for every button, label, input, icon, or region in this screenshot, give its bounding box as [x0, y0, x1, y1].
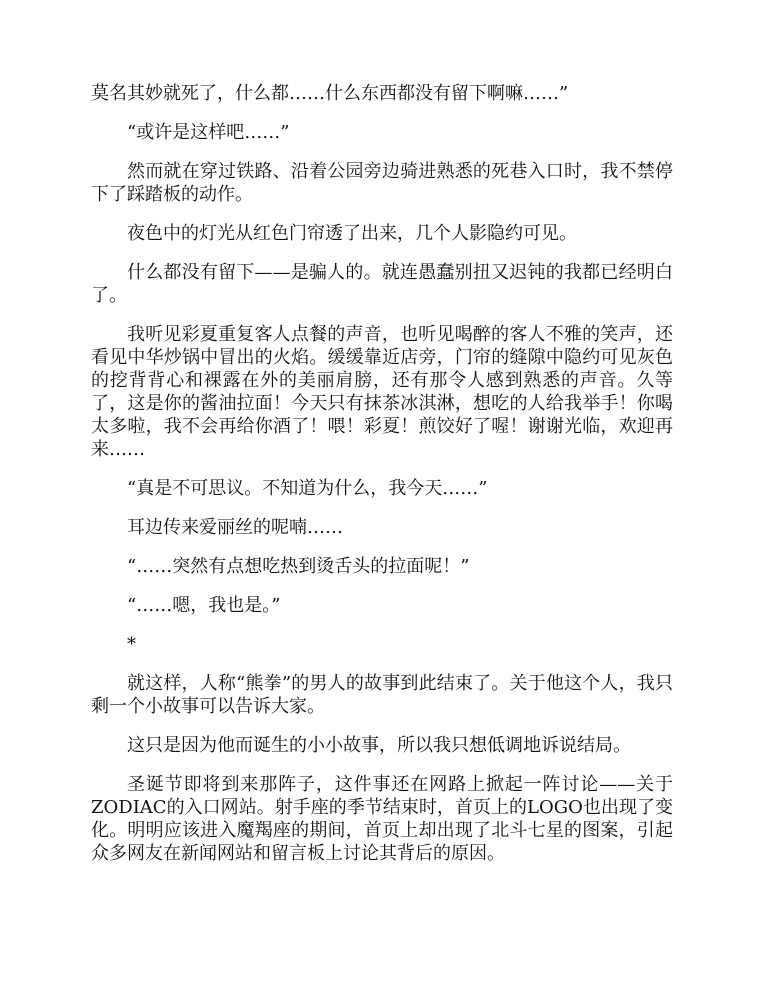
paragraph: 什么都没有留下——是骗人的。就连愚蠢别扭又迟钝的我都已经明白了。	[91, 262, 673, 306]
paragraph: 我听见彩夏重复客人点餐的声音，也听见喝醉的客人不雅的笑声，还看见中华炒锅中冒出的火焰。缓缓靠近店旁，门帘的缝隙中隐约可见灰色的挖背背心和裸露在外的美丽肩膀，还有那令人感到熟悉的声音。久等了，这是你的酱油拉面！今天只有抹茶冰淇淋，想吃的人给我举手！你喝太多啦，我不会再给你酒了！喂！彩夏！煎饺好了喔！谢谢光临，欢迎再来……	[91, 324, 673, 460]
scene-break: *	[127, 634, 136, 655]
paragraph: 这只是因为他而诞生的小小故事，所以我只想低调地诉说结局。	[127, 735, 631, 756]
paragraph: “或许是这样吧……”	[127, 122, 290, 143]
paragraph: 耳边传来爱丽丝的呢喃……	[127, 517, 343, 538]
paragraph: 就这样，人称“熊拳”的男人的故事到此结束了。关于他这个人，我只剩一个小故事可以告诉大家。	[91, 673, 673, 717]
paragraph: 夜色中的灯光从红色门帘透了出来，几个人影隐约可见。	[127, 223, 577, 244]
paragraph: 圣诞节即将到来那阵子，这件事还在网路上掀起一阵讨论——关于ZODIAC的入口网站。射手座的季节结束时，首页上的LOGO也出现了变化。明明应该进入魔羯座的期间，首页上却出现了北斗七星的图案，引起众多网友在新闻网站和留言板上讨论其背后的原因。	[91, 774, 673, 864]
paragraph: “真是不可思议。不知道为什么，我今天……”	[127, 478, 488, 499]
document-page	[91, 82, 673, 881]
paragraph: “……嗯，我也是。”	[127, 595, 281, 616]
paragraph: “……突然有点想吃热到烫舌头的拉面呢！”	[127, 556, 470, 577]
paragraph: 然而就在穿过铁路、沿着公园旁边骑进熟悉的死巷入口时，我不禁停下了踩踏板的动作。	[91, 161, 673, 205]
paragraph: 莫名其妙就死了，什么都……什么东西都没有留下啊嘛……”	[91, 83, 569, 104]
